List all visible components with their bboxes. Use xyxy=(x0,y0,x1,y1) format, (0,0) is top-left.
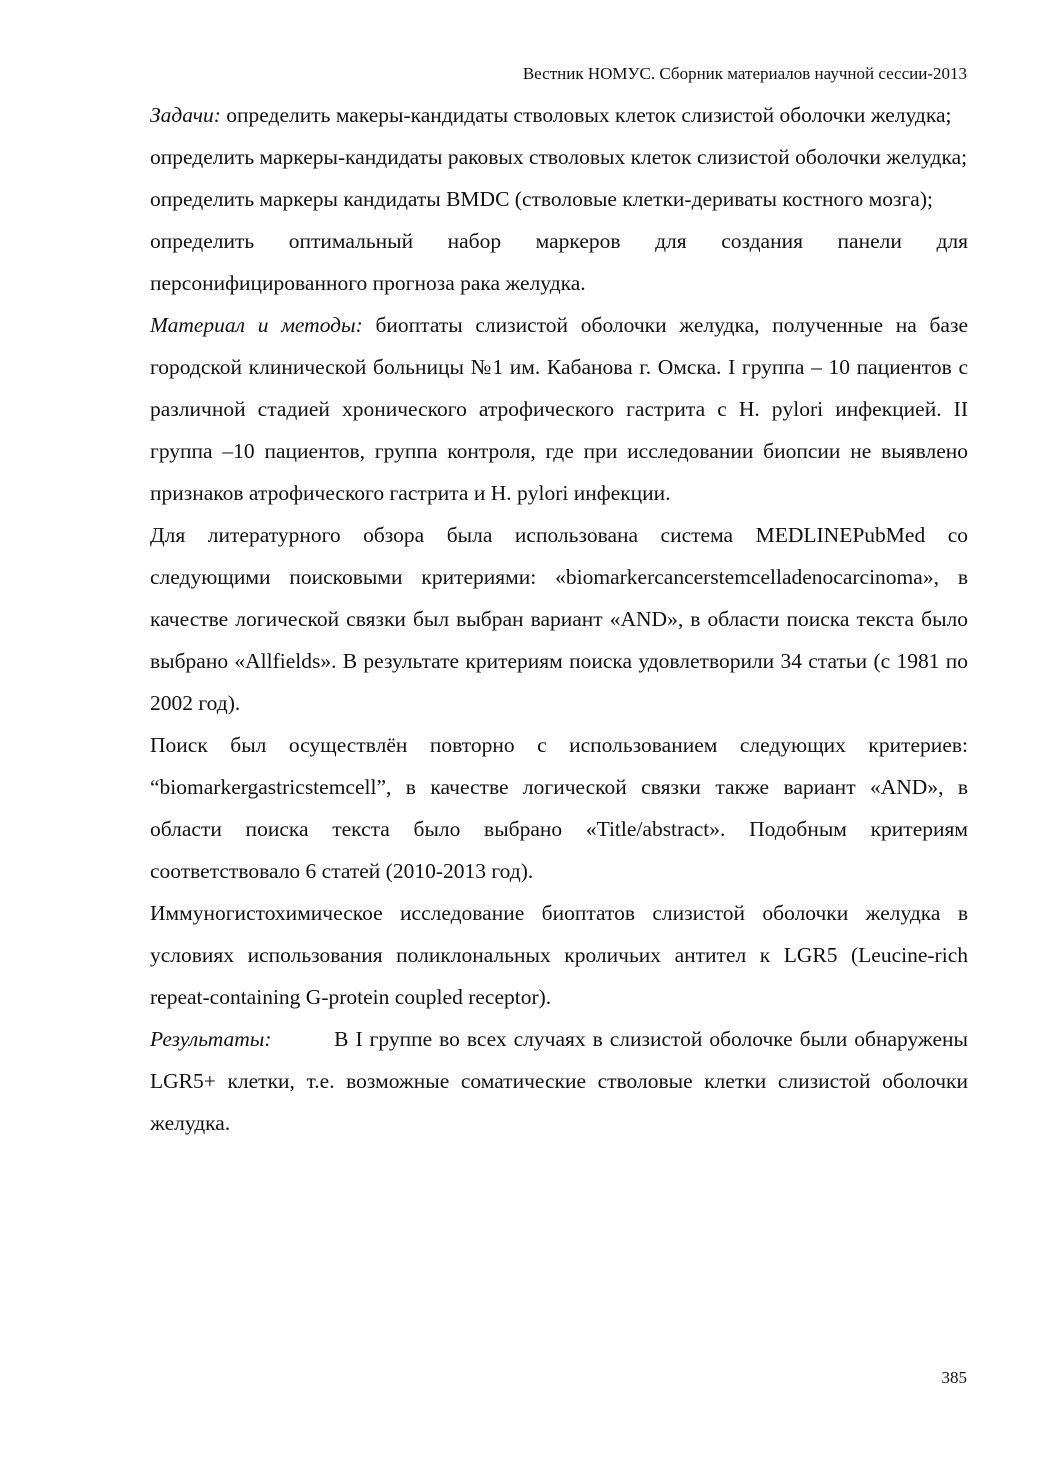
paragraph-text: Поиск был осуществлён повторно с использованием следующих критериев: “biomarkergastricstemcell”, в качестве логической связки также вариант «AND», в области поиска текста было выбрано «Title/abstract». Подобным критериям соответствовало 6 статей (2010-2013 год). xyxy=(150,733,968,883)
paragraph-text: определить макеры-кандидаты стволовых клеток слизистой оболочки желудка; xyxy=(220,103,952,127)
paragraph-text: Иммуногистохимическое исследование биоптатов слизистой оболочки желудка в условиях использования поликлональных кроличьих антител к LGR5 (Leucine-rich repeat-containing G-protein coupled receptor). xyxy=(150,901,968,1009)
paragraph-repeat-search xyxy=(150,724,968,892)
paragraph-tasks xyxy=(150,94,968,136)
paragraph-text: Для литературного обзора была использована система MEDLINEPubMed со следующими поисковыми критериями: «biomarkercancerstemcelladenocarcinoma», в качестве логической связки был выбран вариант «AND», в области поиска текста было выбрано «Allfields». В результате критериям поиска удовлетворили 34 статьи (с 1981 по 2002 год). xyxy=(150,523,968,715)
page-number: 385 xyxy=(941,1368,967,1387)
paragraph-task-marker-panel xyxy=(150,220,968,304)
running-header: Вестник НОМУС. Сборник материалов научной сессии-2013 xyxy=(522,64,967,83)
article-body xyxy=(150,94,974,1144)
paragraph-task-bmdc-markers xyxy=(150,178,968,220)
section-label-materials-methods: Материал и методы: xyxy=(150,313,363,337)
paragraph-text: определить оптимальный набор маркеров для создания панели для персонифицированного прогноза рака желудка. xyxy=(150,229,968,295)
paragraph-immunohistochemistry xyxy=(150,892,968,1018)
paragraph-task-cancer-markers xyxy=(150,136,968,178)
paragraph-text: биоптаты слизистой оболочки желудка, полученные на базе городской клинической больницы №1 им. Кабанова г. Омска. I группа – 10 пациентов с различной стадией хронического атрофического гастрита с H. pylori инфекцией. II группа –10 пациентов, группа контроля, где при исследовании биопсии не выявлено признаков атрофического гастрита и H. pylori инфекции. xyxy=(150,313,968,505)
paragraph-materials-methods xyxy=(150,304,968,514)
paragraph-literature-review xyxy=(150,514,968,724)
paragraph-text: определить маркеры-кандидаты раковых стволовых клеток слизистой оболочки желудка; xyxy=(150,145,968,169)
paragraph-text: определить маркеры кандидаты BMDC (стволовые клетки-дериваты костного мозга); xyxy=(150,187,933,211)
section-label-results: Результаты: xyxy=(150,1027,272,1051)
paragraph-results xyxy=(150,1018,974,1144)
section-label-tasks: Задачи: xyxy=(150,103,221,127)
paragraph-text: В I группе во всех случаях в слизистой оболочке были обнаружены LGR5+ клетки, т.е. возможные соматические стволовые клетки слизистой оболочки желудка. xyxy=(150,1027,974,1135)
